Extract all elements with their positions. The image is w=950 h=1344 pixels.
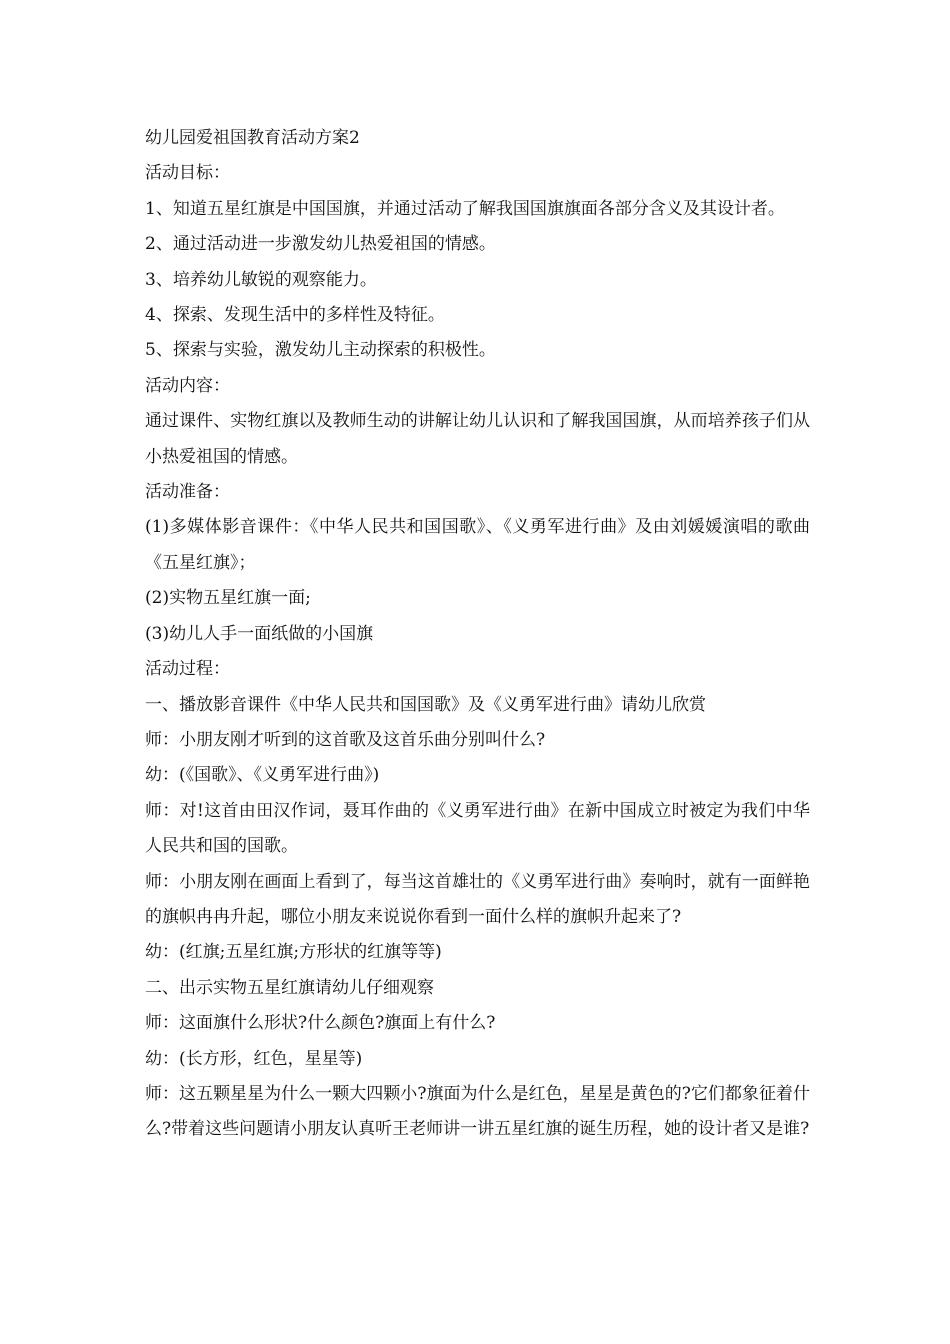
goal-item-4: 4、探索、发现生活中的多样性及特征。 <box>145 305 445 326</box>
dialogue-line: 师：小朋友刚才听到的这首歌及这首乐曲分别叫什么? <box>145 729 546 750</box>
section-heading-goals: 活动目标： <box>145 163 230 184</box>
goal-item-3: 3、培养幼儿敏锐的观察能力。 <box>145 269 377 290</box>
dialogue-line: 师：这五颗星星为什么一颗大四颗小?旗面为什么是红色，星星是黄色的?它们都象征着什么?带着这些问题请小朋友认真听王老师讲一讲五星红旗的诞生历程，她的设计者又是谁? <box>145 1083 810 1140</box>
dialogue-line: 幼：(《国歌》、《义勇军进行曲》) <box>145 765 380 786</box>
preparation-item-1: (1)多媒体影音课件：《中华人民共和国国歌》、《义勇军进行曲》及由刘媛媛演唱的歌曲《五星红旗》； <box>145 517 810 573</box>
dialogue-line: 师：对!这首由田汉作词，聂耳作曲的《义勇军进行曲》在新中国成立时被定为我们中华人民共和国的国歌。 <box>145 800 810 857</box>
goal-item-1: 1、知道五星红旗是中国国旗，并通过活动了解我国国旗旗面各部分含义及其设计者。 <box>145 198 785 219</box>
document-body <box>145 121 810 1148</box>
dialogue-line: 师：这面旗什么形状?什么颜色?旗面上有什么? <box>145 1013 496 1034</box>
document-title: 幼儿园爱祖国教育活动方案2 <box>145 128 360 148</box>
dialogue-line: 师：小朋友刚在画面上看到了，每当这首雄壮的《义勇军进行曲》奏响时，就有一面鲜艳的旗帜冉冉升起，哪位小朋友来说说你看到一面什么样的旗帜升起来了? <box>145 871 810 927</box>
process-step-1: 一、播放影音课件《中华人民共和国国歌》及《义勇军进行曲》请幼儿欣赏 <box>145 694 706 715</box>
section-heading-content: 活动内容： <box>145 375 230 396</box>
goal-item-5: 5、探索与实验，激发幼儿主动探索的积极性。 <box>145 340 496 361</box>
preparation-item-2: (2)实物五星红旗一面; <box>145 588 311 609</box>
section-heading-process: 活动过程： <box>145 659 230 680</box>
dialogue-line: 幼：(长方形，红色，星星等) <box>145 1048 363 1069</box>
process-step-2: 二、出示实物五星红旗请幼儿仔细观察 <box>145 977 434 998</box>
preparation-item-3: (3)幼儿人手一面纸做的小国旗 <box>145 623 374 644</box>
dialogue-line: 幼：(红旗;五星红旗;方形状的红旗等等) <box>145 942 442 963</box>
goal-item-2: 2、通过活动进一步激发幼儿热爱祖国的情感。 <box>145 234 496 255</box>
section-heading-preparation: 活动准备： <box>145 482 230 503</box>
content-paragraph: 通过课件、实物红旗以及教师生动的讲解让幼儿认识和了解我国国旗，从而培养孩子们从小热爱祖国的情感。 <box>145 411 810 467</box>
